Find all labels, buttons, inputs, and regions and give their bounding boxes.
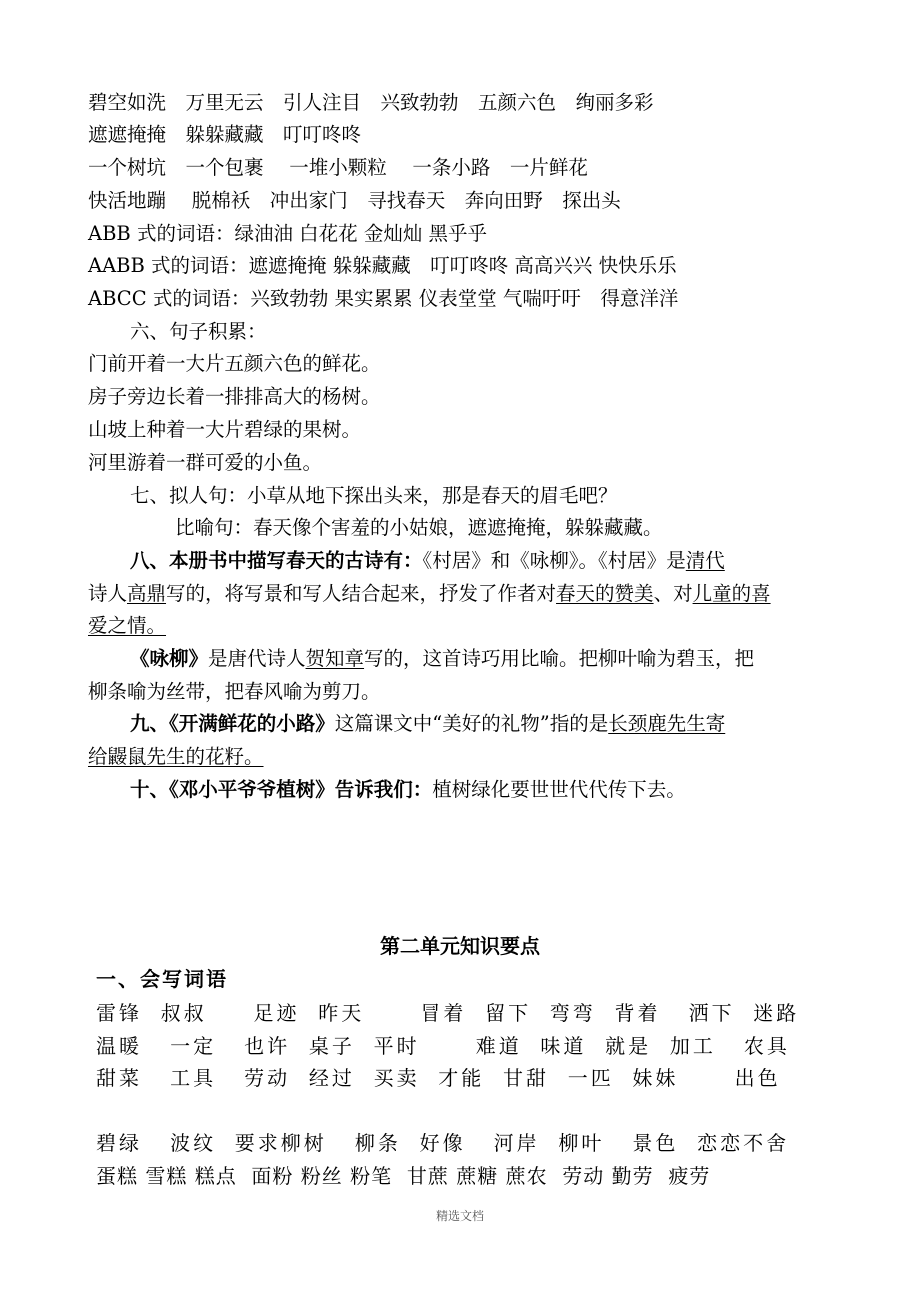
section-9-heading: 九、《开满鲜花的小路》 [130, 712, 335, 735]
section-8-line-1 [130, 546, 725, 576]
underlined-text: 清代 [685, 549, 725, 572]
unit-2-words-line-5: 蛋糕 雪糕 糕点 面粉 粉丝 粉笔 甘蔗 蔗糖 蔗农 劳动 勤劳 疲劳 [96, 1164, 711, 1188]
unit-2-words-line-3: 甜菜 工具 劳动 经过 买卖 才能 甘甜 一匹 妹妹 出色 [96, 1066, 781, 1090]
section-9-line-1 [130, 709, 725, 739]
abcc-words: ABCC 式的词语：兴致勃勃 果实累累 仪表堂堂 气喘吁吁 得意洋洋 [88, 287, 679, 310]
underlined-text: 高鼎 [127, 582, 167, 605]
yongliu-line-2: 柳条喻为丝带，把春风喻为剪刀。 [88, 680, 381, 703]
unit-2-title: 第二单元知识要点 [380, 934, 540, 958]
word-list-line-2: 遮遮掩掩 躲躲藏藏 叮叮咚咚 [88, 123, 362, 146]
yongliu-line-1 [130, 644, 754, 674]
text: 写的，这首诗巧用比喻。把柳叶喻为碧玉，把 [364, 647, 755, 670]
underlined-text: 给鼹鼠先生的花籽。 [88, 745, 264, 768]
sentence-4: 河里游着一群可爱的小鱼。 [88, 451, 323, 474]
personification-sentence: 七、拟人句：小草从地下探出头来，那是春天的眉毛吧？ [130, 484, 618, 507]
section-6-heading: 六、句子积累： [130, 320, 267, 343]
section-8-line-3 [88, 611, 166, 641]
abb-words: ABB 式的词语：绿油油 白花花 金灿灿 黑乎乎 [88, 222, 488, 245]
section-8-line-2 [88, 579, 771, 609]
sentence-3: 山坡上种着一大片碧绿的果树。 [88, 418, 362, 441]
unit-2-heading: 一、会写词语 [96, 967, 228, 991]
unit-2-words-line-4: 碧绿 波纹 要求柳树 柳条 好像 河岸 柳叶 景色 恋恋不舍 [96, 1131, 790, 1155]
underlined-text: 长颈鹿先生寄 [608, 712, 726, 735]
text: 《村居》和《咏柳》。《村居》是 [422, 549, 686, 572]
text: 诗人 [88, 582, 128, 605]
unit-2-words-line-2: 温暖 一定 也许 桌子 平时 难道 味道 就是 加工 农具 [96, 1034, 790, 1058]
text: 植树绿化要世世代代传下去。 [432, 778, 686, 801]
underlined-text: 爱之情。 [88, 614, 167, 637]
section-10-line [130, 775, 686, 805]
text: 、对 [653, 582, 693, 605]
footer-text: 精选文档 [435, 1209, 484, 1223]
section-8-heading: 八、本册书中描写春天的古诗有： [130, 549, 423, 572]
unit-2-words-line-1: 雷锋 叔叔 足迹 昨天 冒着 留下 弯弯 背着 洒下 迷路 [96, 1001, 800, 1025]
underlined-text: 儿童的喜 [692, 582, 771, 605]
text: 写的，将写景和写人结合起来，抒发了作者对 [166, 582, 557, 605]
underlined-text: 春天的赞美 [556, 582, 654, 605]
metaphor-sentence: 比喻句：春天像个害羞的小姑娘，遮遮掩掩，躲躲藏藏。 [175, 516, 663, 539]
text: 是唐代诗人 [208, 647, 306, 670]
sentence-2: 房子旁边长着一排排高大的杨树。 [88, 385, 381, 408]
section-10-heading: 十、《邓小平爷爷植树》告诉我们： [130, 778, 433, 801]
word-list-line-3: 一个树坑 一个包裹 一堆小颗粒 一条小路 一片鲜花 [88, 156, 588, 179]
aabb-words: AABB 式的词语：遮遮掩掩 躲躲藏藏 叮叮咚咚 高高兴兴 快快乐乐 [88, 254, 677, 277]
word-list-line-1: 碧空如洗 万里无云 引人注目 兴致勃勃 五颜六色 绚丽多彩 [88, 91, 654, 114]
word-list-line-4: 快活地蹦 脱棉袄 冲出家门 寻找春天 奔向田野 探出头 [88, 189, 621, 212]
poem-title: 《咏柳》 [130, 647, 209, 670]
underlined-text: 贺知章 [305, 647, 365, 670]
section-9-line-2 [88, 742, 264, 772]
sentence-1: 门前开着一大片五颜六色的鲜花。 [88, 352, 381, 375]
text: 这篇课文中“美好的礼物”指的是 [334, 712, 609, 735]
